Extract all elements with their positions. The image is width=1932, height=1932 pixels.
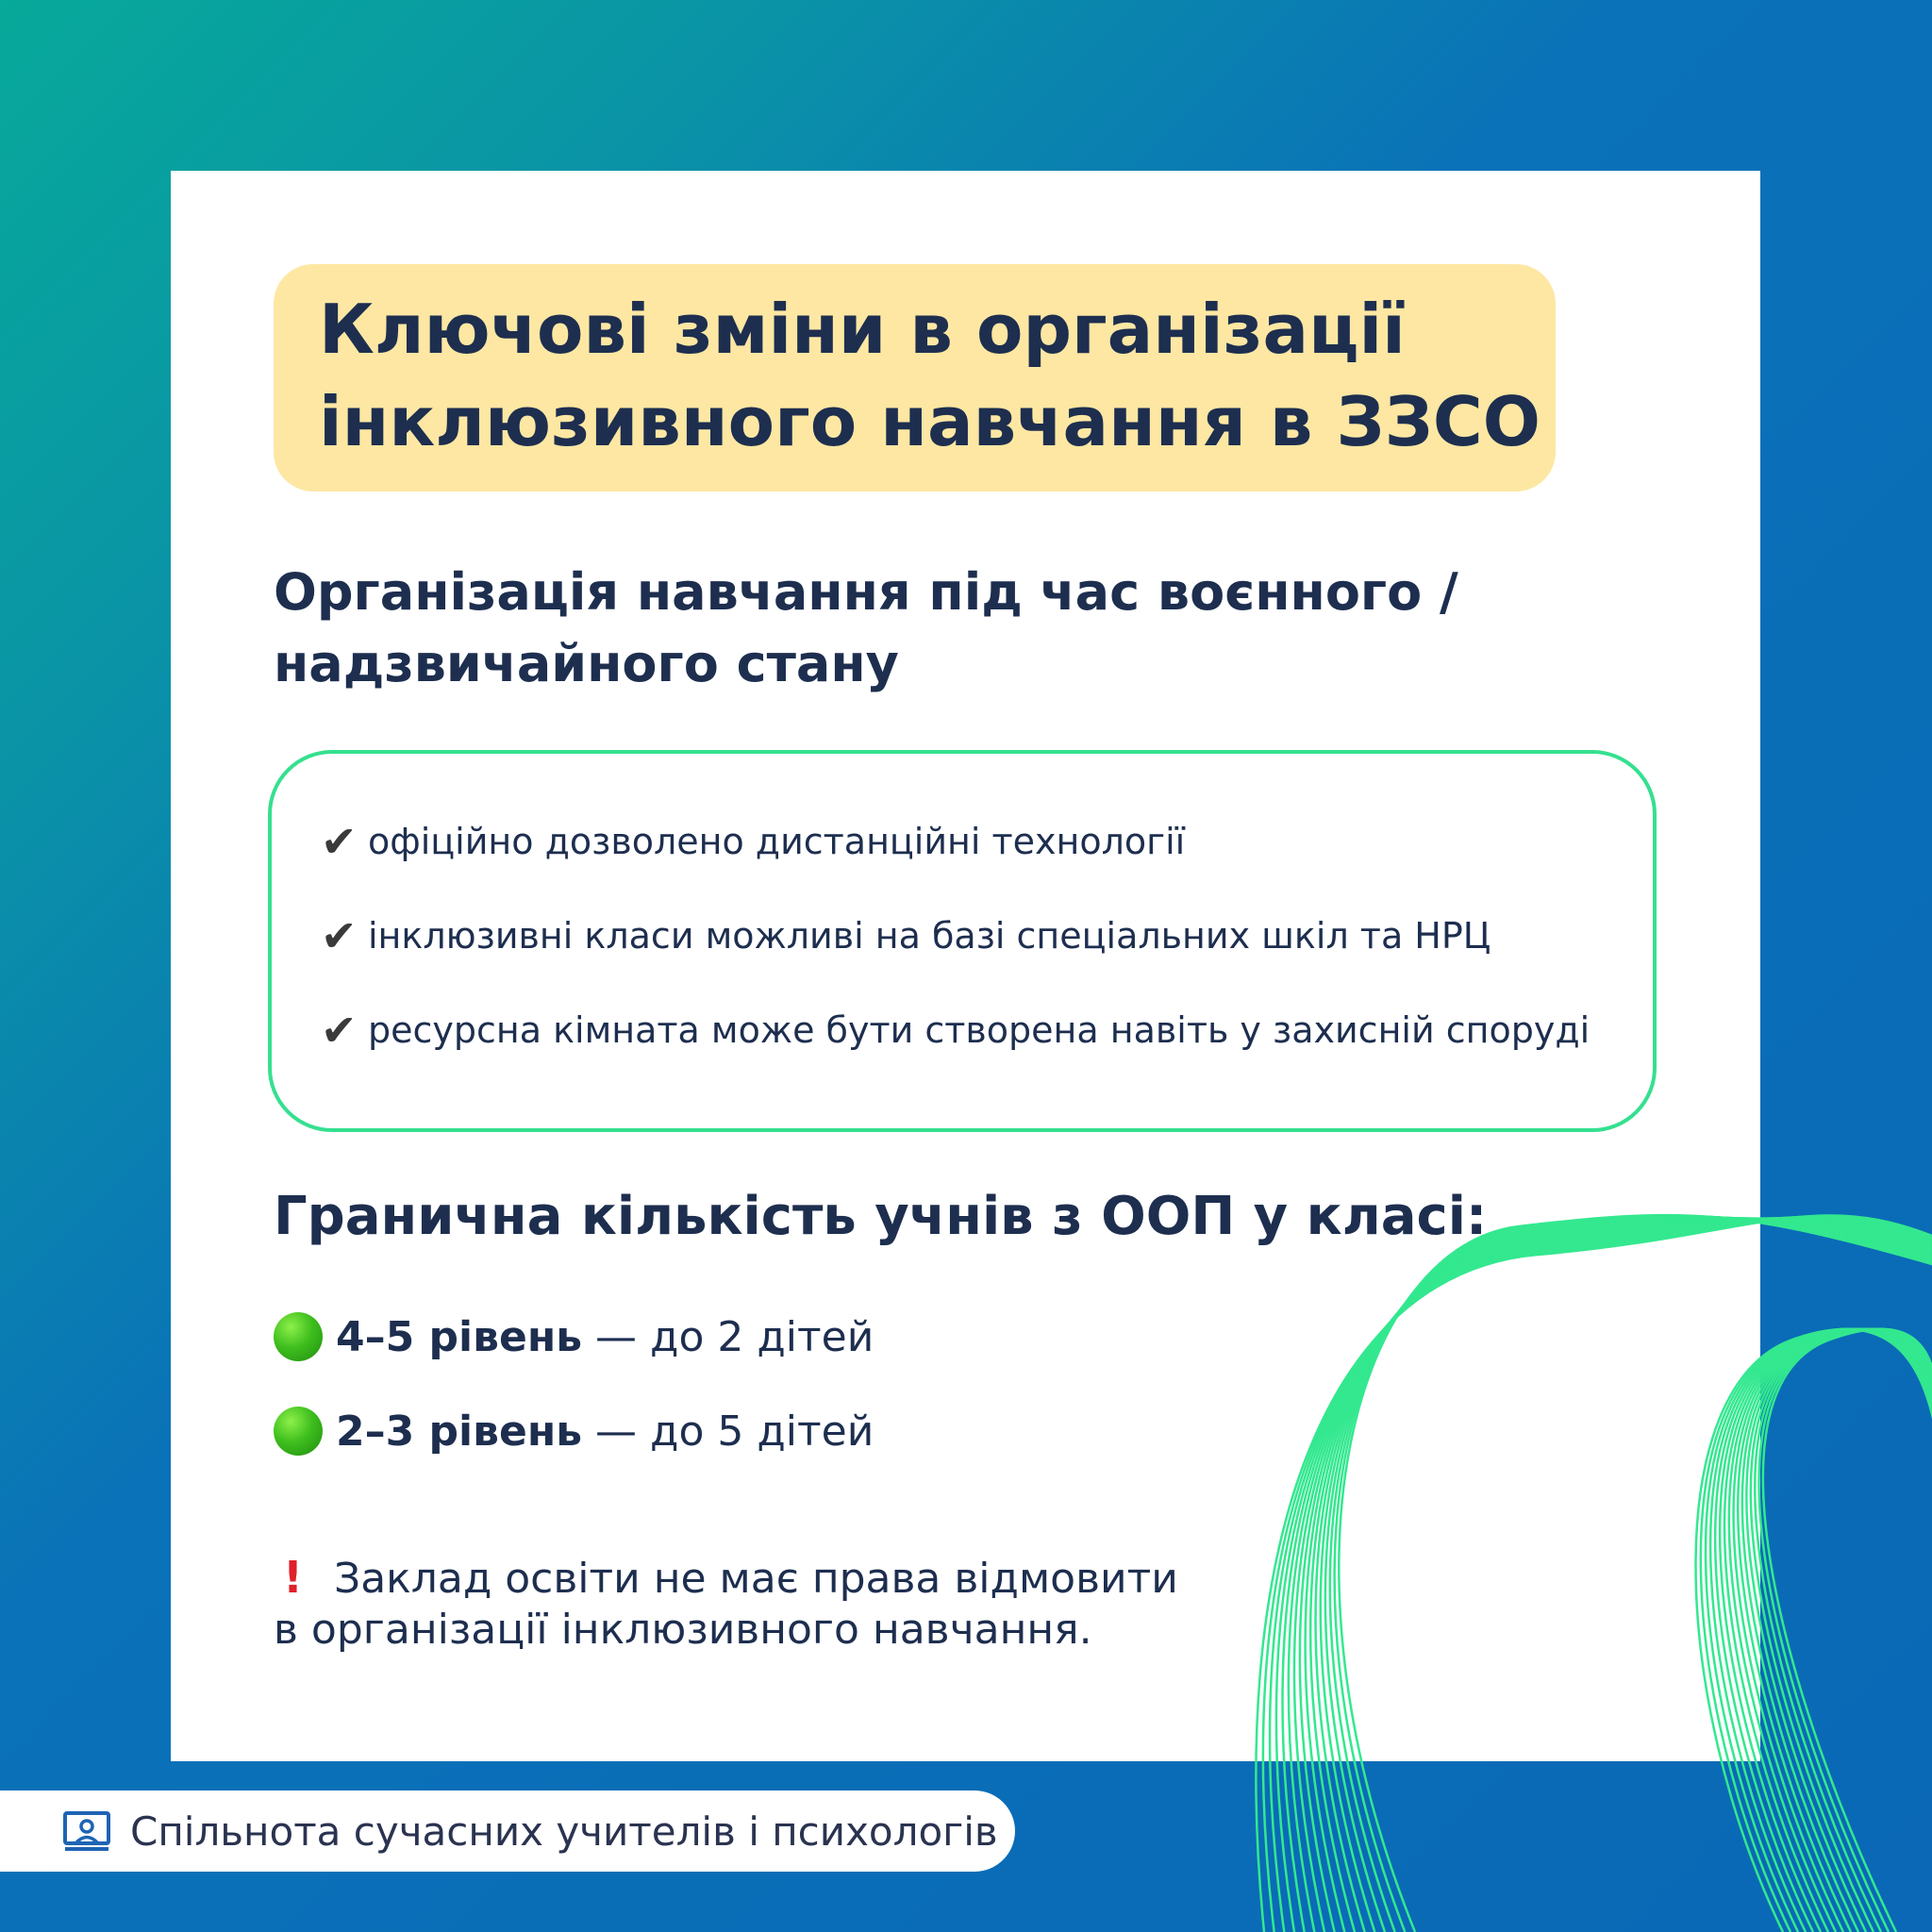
green-circle-icon bbox=[274, 1312, 323, 1361]
page-title-line-1: Ключові зміни в організації bbox=[319, 290, 1406, 369]
page-title-line-2: інклюзивного навчання в ЗЗСО bbox=[319, 382, 1541, 461]
community-logo-icon bbox=[62, 1810, 111, 1852]
title-banner bbox=[274, 264, 1556, 491]
exclamation-icon: ! bbox=[283, 1552, 303, 1603]
check-icon: ✔ bbox=[321, 910, 358, 961]
list-item bbox=[321, 908, 1491, 964]
list-item-text: інклюзивні класи можливі на базі спеціальних шкіл та НРЦ bbox=[368, 915, 1491, 957]
list-item bbox=[321, 813, 1185, 870]
level-item bbox=[274, 1308, 874, 1365]
green-circle-icon bbox=[274, 1407, 323, 1456]
level-item bbox=[274, 1403, 874, 1459]
list-item-text: ресурсна кімната може бути створена навіть у захисній споруді bbox=[368, 1009, 1591, 1051]
section-title-organization bbox=[274, 557, 1458, 700]
note-line-1: Заклад освіти не має права відмовити bbox=[334, 1555, 1178, 1603]
warning-note bbox=[274, 1552, 1178, 1656]
checklist-box bbox=[268, 750, 1657, 1132]
section-title-line-2: надзвичайного стану bbox=[274, 634, 899, 693]
section-title-line-1: Організація навчання під час воєнного / bbox=[274, 562, 1458, 622]
note-line-2: в організації інклюзивного навчання. bbox=[274, 1606, 1092, 1654]
list-item bbox=[321, 1002, 1590, 1058]
footer-badge bbox=[0, 1790, 1015, 1872]
section-title-student-limit: Гранична кількість учнів з ООП у класі: bbox=[274, 1186, 1488, 1247]
check-icon: ✔ bbox=[321, 1005, 358, 1056]
list-item-text: офіційно дозволено дистанційні технології bbox=[368, 821, 1186, 862]
level-limit: — до 5 дітей bbox=[595, 1407, 874, 1456]
check-icon: ✔ bbox=[321, 816, 358, 867]
level-limit: — до 2 дітей bbox=[595, 1312, 874, 1361]
level-label: 2–3 рівень bbox=[336, 1407, 583, 1456]
footer-text: Спільнота сучасних учителів і психологів bbox=[130, 1807, 998, 1855]
level-label: 4–5 рівень bbox=[336, 1312, 583, 1361]
